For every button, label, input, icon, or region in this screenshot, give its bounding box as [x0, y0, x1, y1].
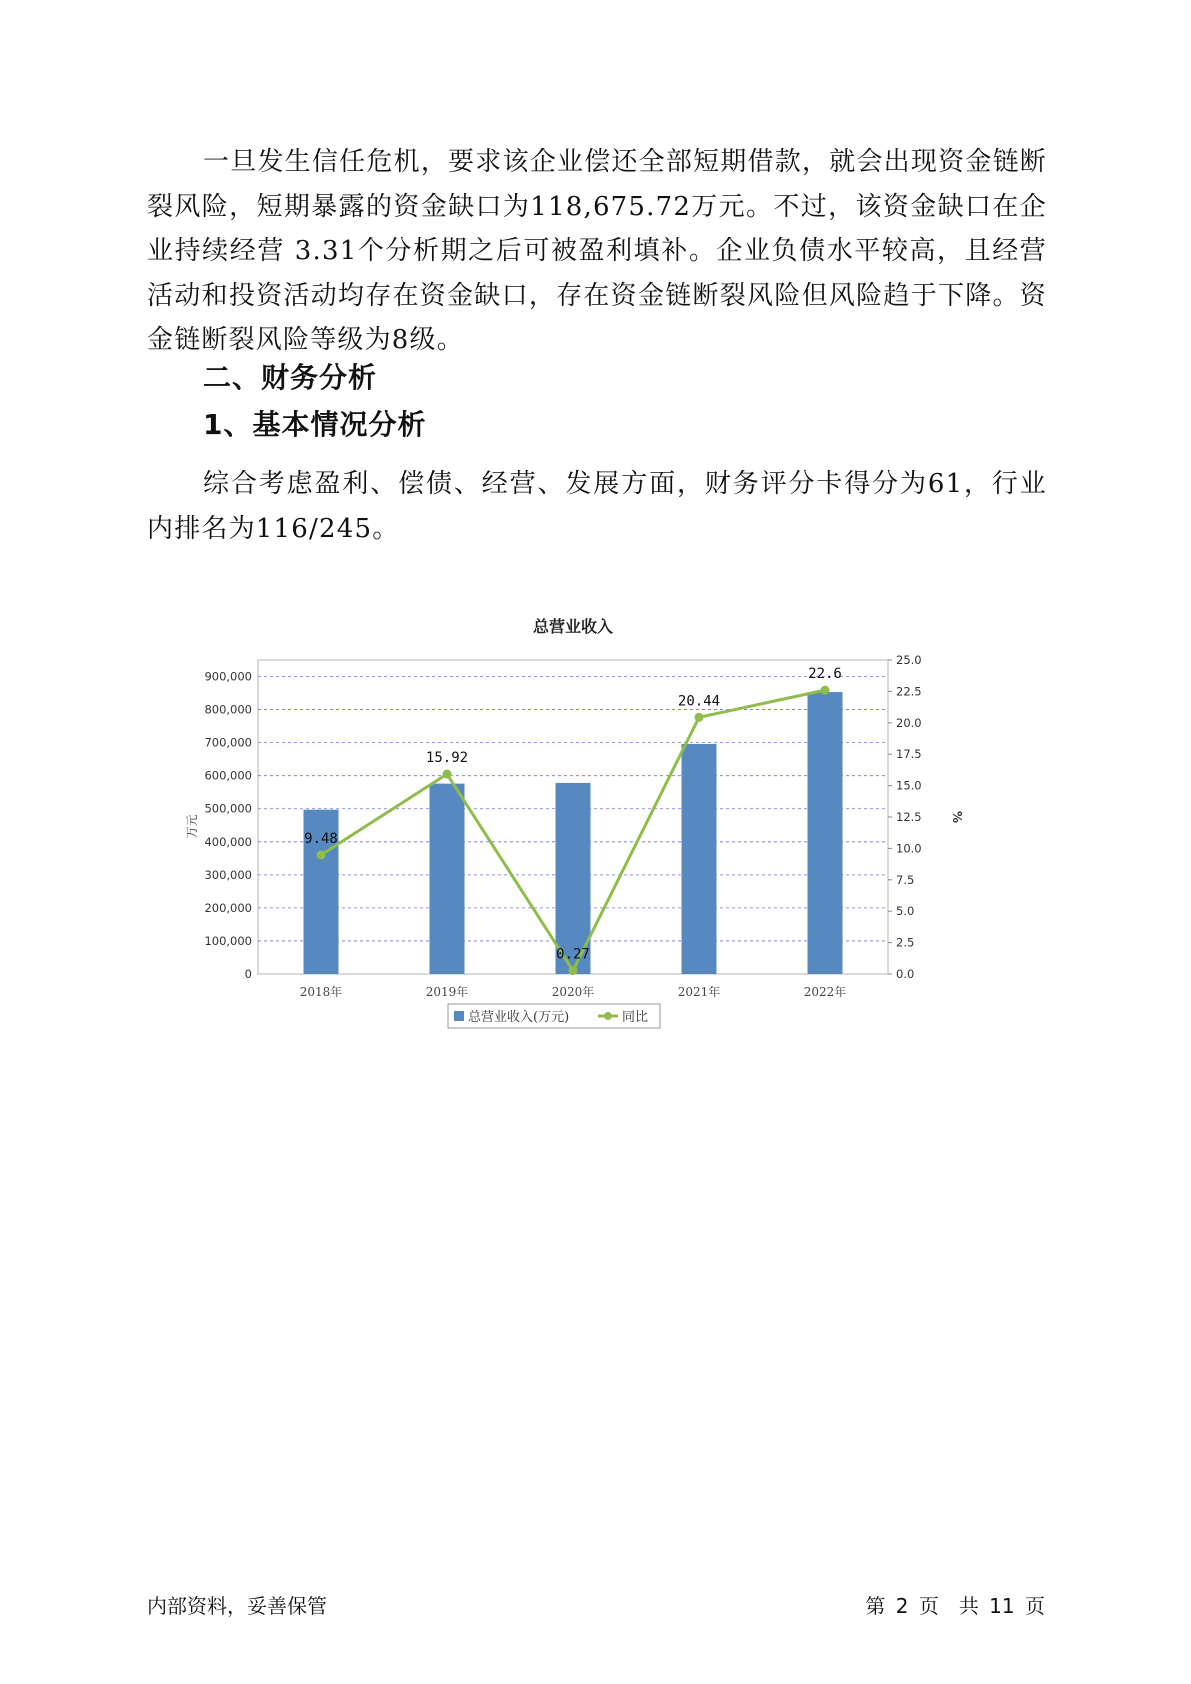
yoy-growth-point — [569, 966, 578, 975]
legend-swatch-revenue — [454, 1011, 464, 1021]
y-axis-tick-label: 600,000 — [204, 768, 252, 783]
revenue-chart — [180, 610, 1020, 1075]
yoy-growth-point — [695, 713, 704, 722]
y2-axis-tick-label: 17.5 — [896, 747, 922, 762]
paragraph-scorecard: 综合考虑盈利、偿债、经营、发展方面，财务评分卡得分为61，行业内排名为116/245。 — [147, 469, 1047, 544]
y-axis-tick-label: 300,000 — [204, 867, 252, 882]
y2-axis-tick-label: 15.0 — [896, 778, 922, 793]
x-axis-tick-label: 2020年 — [551, 985, 595, 999]
y2-axis-tick-label: 5.0 — [896, 904, 915, 919]
y-axis-tick-label: 900,000 — [204, 669, 252, 684]
legend-label-revenue: 总营业收入(万元) — [468, 1010, 570, 1025]
chart-title: 总营业收入 — [532, 617, 614, 636]
yoy-data-label: 15.92 — [425, 750, 469, 767]
y2-axis-tick-label: 2.5 — [896, 935, 915, 950]
x-axis-tick-label: 2021年 — [677, 985, 721, 999]
x-axis-tick-label: 2022年 — [803, 985, 847, 999]
y2-axis-tick-label: 12.5 — [896, 810, 922, 824]
y2-axis-tick-label: 0.0 — [896, 967, 915, 981]
revenue-bar — [682, 744, 717, 974]
x-axis-tick-label: 2018年 — [299, 985, 343, 999]
y2-axis-tick-label: 7.5 — [896, 872, 915, 887]
paragraph-liquidity-risk: 一旦发生信任危机，要求该企业偿还全部短期借款，就会出现资金链断裂风险，短期暴露的资金缺口为118,675.72万元。不过，该资金缺口在企业持续经营 3.31个分析期之后可被盈利填补。企业负债水平较高，且经营活动和投资活动均存在资金缺口，存在资金链断裂风险但风险趋于下降。资金链断裂风险等级为8级。 — [147, 147, 1047, 356]
y2-axis-tick-label: 10.0 — [896, 841, 922, 856]
y-axis-tick-label: 400,000 — [204, 834, 252, 849]
yoy-growth-point — [821, 686, 830, 695]
y-axis-tick-label: 200,000 — [204, 900, 252, 915]
revenue-chart-svg — [180, 610, 1020, 1075]
legend-swatch-yoy-marker — [604, 1012, 612, 1020]
y2-axis-tick-label: 25.0 — [896, 653, 922, 667]
y-axis-tick-label: 0 — [244, 967, 252, 981]
yoy-data-label: 20.44 — [677, 693, 721, 710]
footer-page-number: 第 2 页 共 11 页 — [865, 1594, 1045, 1618]
y2-axis-label: % — [950, 810, 964, 824]
section-heading-financial-analysis: 二、财务分析 — [203, 361, 378, 394]
revenue-bar — [430, 784, 465, 974]
revenue-bar — [808, 692, 843, 974]
yoy-data-label: 9.48 — [304, 830, 338, 847]
x-axis-tick-label: 2019年 — [425, 985, 469, 999]
y-axis-tick-label: 700,000 — [204, 735, 252, 750]
y-axis-tick-label: 800,000 — [204, 702, 252, 717]
footer-confidential-note: 内部资料，妥善保管 — [147, 1594, 327, 1618]
yoy-growth-point — [443, 770, 452, 779]
y-axis-tick-label: 100,000 — [204, 933, 252, 948]
yoy-growth-point — [317, 850, 326, 859]
y2-axis-tick-label: 20.0 — [896, 715, 922, 730]
subsection-heading-basic-analysis: 1、基本情况分析 — [203, 408, 427, 441]
yoy-data-label: 22.6 — [808, 666, 842, 683]
y-axis-label: 万元 — [185, 814, 199, 839]
yoy-data-label: 0.27 — [556, 946, 590, 963]
y2-axis-tick-label: 22.5 — [896, 684, 922, 699]
y-axis-tick-label: 500,000 — [204, 801, 252, 816]
legend-label-yoy: 同比 — [622, 1010, 649, 1025]
